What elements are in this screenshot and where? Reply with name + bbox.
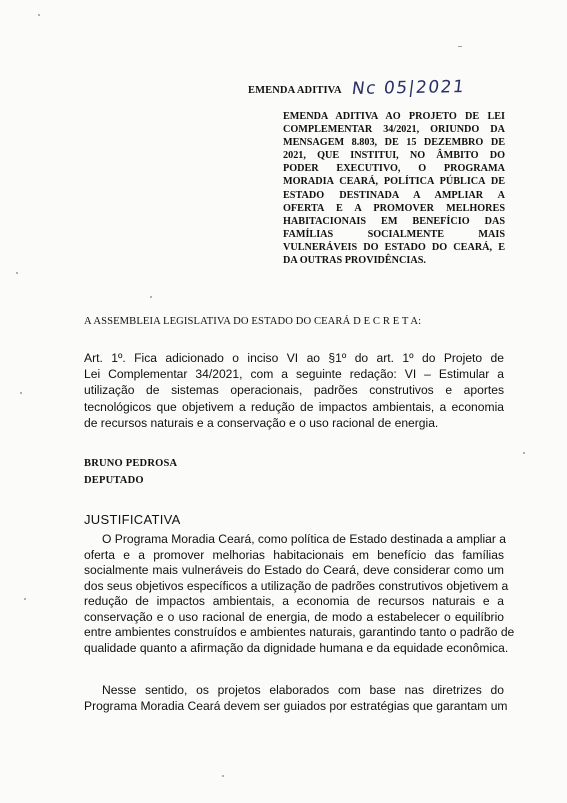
justification-line: O Programa Moradia Ceará, como política de Estado destinada a ampliar a	[102, 532, 507, 546]
decree-statement: A ASSEMBLEIA LEGISLATIVA DO ESTADO DO CEARÁ D E C R E T A:	[84, 316, 422, 327]
handwritten-protocol-number: Nc 05|2021	[350, 77, 467, 99]
justification-line: Programa Moradia Ceará devem ser guiados por estratégias que garantam um	[84, 698, 508, 713]
document-title: EMENDA ADITIVA	[248, 85, 342, 96]
ementa-line: MORADIA CEARÁ, POLÍTICA PÚBLICA DE	[283, 176, 505, 188]
ementa-line: ESTADO DESTINADA A AMPLIAR A	[283, 189, 505, 201]
signatory-role: DEPUTADO	[84, 475, 144, 486]
justification-line: entre ambientes construídos e ambientes naturais, garantindo tanto o padrão de	[84, 625, 515, 639]
signatory-name: BRUNO PEDROSA	[84, 458, 178, 469]
justification-paragraph	[84, 532, 515, 656]
ementa-line: OFERTA E A PROMOVER MELHORES	[283, 202, 505, 214]
justification-line: Nesse sentido, os projetos elaborados com base nas diretrizes do	[102, 683, 504, 697]
justification-heading: JUSTIFICATIVA	[84, 512, 181, 527]
scan-speck	[523, 452, 525, 454]
article-paragraph	[84, 350, 504, 431]
scan-speck	[38, 14, 40, 16]
scan-speck	[24, 598, 26, 600]
article-line: de recursos naturais e a conservação e o uso racional de energia.	[84, 415, 439, 430]
article-line: utilização de sistemas operacionais, padrões construtivos e aportes	[84, 383, 504, 398]
scan-speck	[150, 296, 152, 298]
justification-line: qualidade quanto a afirmação da dignidade humana e da equidade econômica.	[84, 640, 509, 655]
justification-line: oferta e a promover melhorias habitacionais em benefício das famílias	[84, 547, 504, 562]
justification-line: dos seus objetivos específicos a utilização de padrões construtivos objetivem a	[84, 578, 509, 593]
justification-paragraph	[84, 683, 508, 714]
ementa-block	[283, 110, 505, 267]
ementa-line: PODER EXECUTIVO, O PROGRAMA	[283, 163, 505, 175]
ementa-line: COMPLEMENTAR 34/2021, ORIUNDO DA	[283, 124, 505, 136]
ementa-line: DA OUTRAS PROVIDÊNCIAS.	[283, 255, 426, 267]
scan-speck	[458, 46, 462, 47]
article-line: Art. 1º. Fica adicionado o inciso VI ao §1º do art. 1º do Projeto de	[84, 351, 504, 365]
ementa-line: 2021, QUE INSTITUI, NO ÂMBITO DO	[283, 150, 505, 162]
justification-line: conservação e o uso racional de energia, de modo a estabelecer o equilíbrio	[84, 609, 504, 624]
scan-speck	[20, 392, 22, 394]
ementa-line: MENSAGEM 8.803, DE 15 DEZEMBRO DE	[283, 137, 505, 149]
article-line: tecnológicos que objetivem a redução de impactos ambientais, a economia	[84, 399, 504, 414]
document-header	[248, 78, 465, 98]
ementa-line: FAMÍLIAS SOCIALMENTE MAIS	[283, 228, 505, 240]
ementa-line: HABITACIONAIS EM BENEFÍCIO DAS	[283, 215, 505, 227]
scan-speck	[16, 272, 18, 274]
justification-line: socialmente mais vulneráveis do Estado do Ceará, deve considerar como um	[84, 563, 504, 577]
ementa-line: EMENDA ADITIVA AO PROJETO DE LEI	[283, 111, 505, 122]
justification-line: redução de impactos ambientais, a economia de recursos naturais e a	[84, 594, 504, 608]
scan-speck	[222, 775, 224, 777]
ementa-line: VULNERÁVEIS DO ESTADO DO CEARÁ, E	[283, 241, 505, 253]
article-line: Lei Complementar 34/2021, com a seguinte redação: VI – Estimular a	[84, 367, 504, 382]
